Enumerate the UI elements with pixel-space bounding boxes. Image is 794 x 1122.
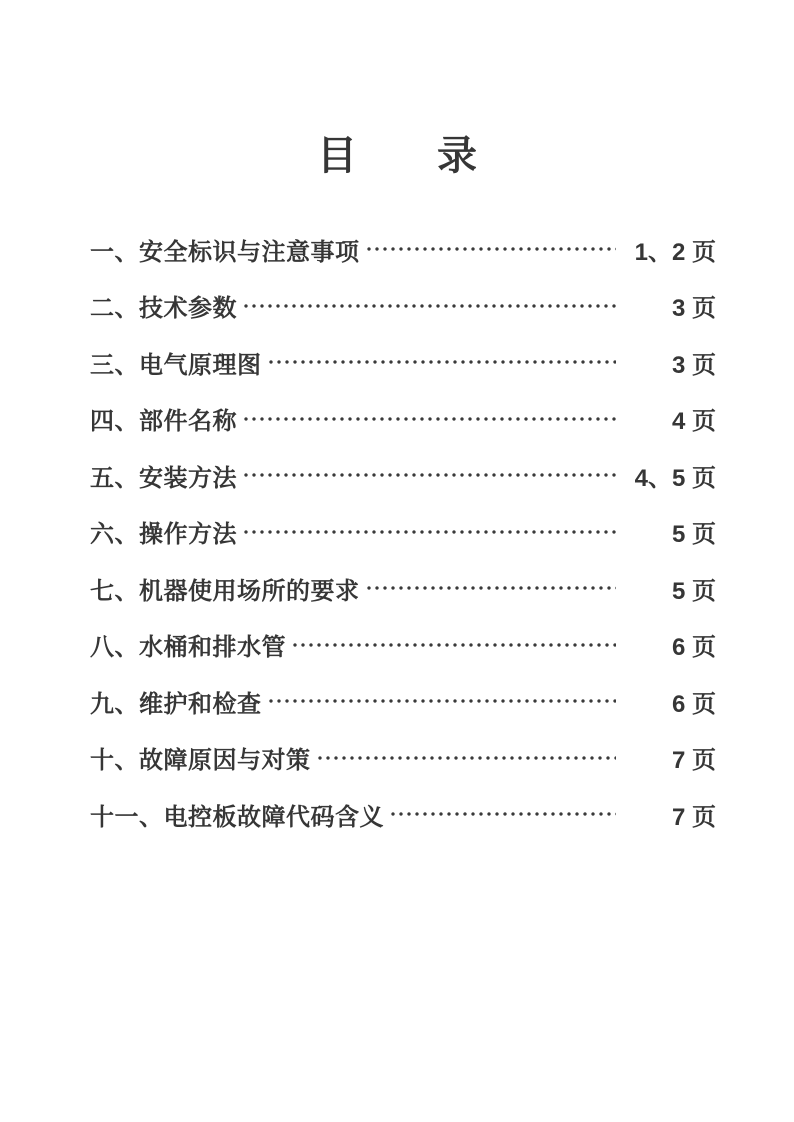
toc-row (90, 742, 716, 774)
toc-item-label: 十一、电控板故障代码含义 (90, 803, 384, 831)
toc-list (90, 233, 716, 855)
toc-page-number: 6 页 (671, 690, 716, 718)
toc-item-label: 二、技术参数 (90, 295, 237, 322)
toc-row (90, 233, 716, 265)
toc-item-label: 五、安装方法 (90, 464, 237, 492)
toc-page-number: 4 页 (671, 408, 716, 435)
toc-item-label: 三、电气原理图 (90, 351, 262, 379)
toc-row (90, 629, 716, 661)
dot-leader (291, 629, 616, 661)
dot-leader (242, 516, 616, 548)
toc-row (90, 572, 716, 604)
dot-leader (242, 290, 616, 322)
toc-row (90, 403, 716, 435)
toc-page-number: 3 页 (671, 351, 716, 379)
toc-row (90, 798, 716, 830)
page-title: 目 录 (317, 134, 477, 178)
toc-page-number: 4、5 页 (634, 464, 716, 492)
dot-leader (389, 798, 616, 830)
toc-item-label: 九、维护和检查 (90, 690, 262, 718)
dot-leader (242, 459, 616, 491)
toc-item-label: 一、安全标识与注意事项 (90, 238, 360, 266)
toc-item-label: 八、水桶和排水管 (90, 634, 286, 661)
dot-leader (365, 233, 617, 265)
toc-row (90, 290, 716, 322)
toc-row (90, 346, 716, 378)
dot-leader (267, 685, 617, 717)
toc-page-number: 1、2 页 (634, 238, 716, 266)
toc-page-number: 6 页 (671, 634, 716, 661)
toc-item-label: 四、部件名称 (90, 408, 237, 435)
dot-leader (365, 572, 617, 604)
dot-leader (242, 403, 616, 435)
toc-page-number: 3 页 (671, 295, 716, 322)
toc-row (90, 685, 716, 717)
dot-leader (267, 346, 617, 378)
toc-row (90, 459, 716, 491)
toc-page-number: 7 页 (671, 803, 716, 831)
toc-page-number: 5 页 (671, 521, 716, 548)
toc-page-number: 5 页 (671, 577, 716, 605)
toc-item-label: 七、机器使用场所的要求 (90, 577, 360, 605)
toc-item-label: 六、操作方法 (90, 521, 237, 548)
toc-item-label: 十、故障原因与对策 (90, 747, 311, 774)
toc-page-number: 7 页 (671, 747, 716, 774)
dot-leader (316, 742, 617, 774)
toc-row (90, 516, 716, 548)
